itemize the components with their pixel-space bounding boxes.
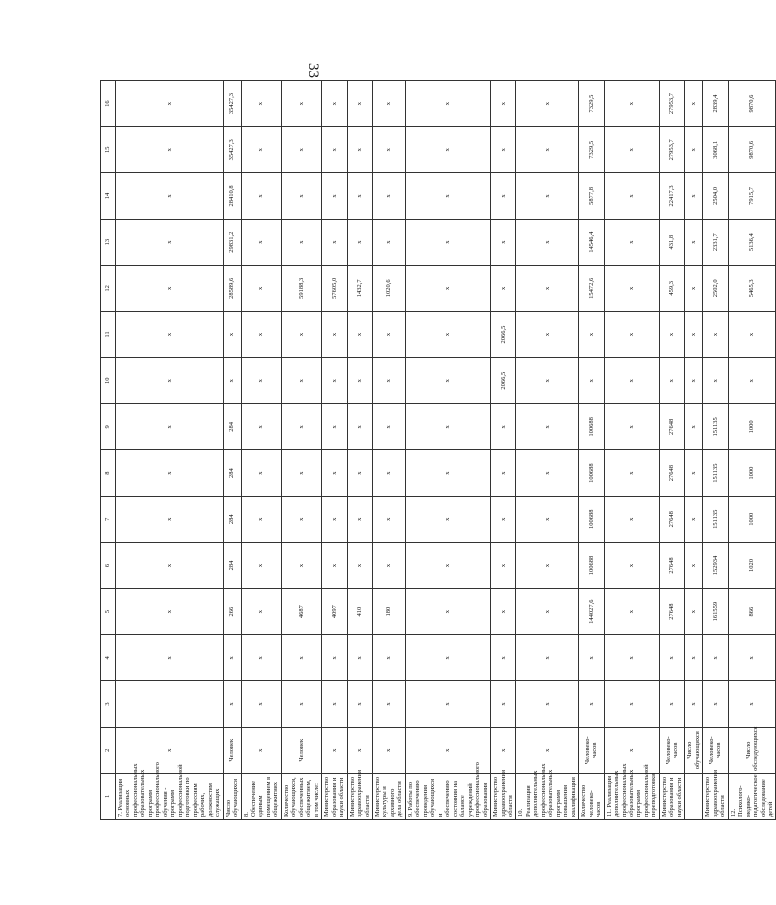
table-cell: х: [604, 311, 659, 357]
table-cell: х: [241, 589, 281, 635]
table-cell: х: [491, 542, 516, 588]
table-cell: х: [241, 404, 281, 450]
table-cell: 27953,7: [659, 127, 684, 173]
table-row: [516, 81, 579, 820]
row-label: 11. Реализация дополнительных профессиональных образовательных программ профессиональной переподготовки: [604, 773, 659, 819]
column-header: 7: [101, 496, 116, 542]
table-cell: 2839,4: [703, 81, 728, 127]
table-cell: х: [604, 450, 659, 496]
table-cell: х: [685, 496, 703, 542]
table-cell: х: [405, 265, 490, 311]
table-cell: х: [116, 450, 224, 496]
table-cell: 5136,4: [728, 219, 776, 265]
table-cell: х: [373, 219, 406, 265]
table-cell: х: [685, 542, 703, 588]
table-cell: х: [405, 311, 490, 357]
table-cell: х: [116, 219, 224, 265]
table-cell: х: [322, 81, 347, 127]
table-cell: х: [516, 589, 579, 635]
table-cell: х: [241, 681, 281, 727]
table-cell: х: [703, 358, 728, 404]
column-header: 4: [101, 635, 116, 681]
table-cell: х: [405, 358, 490, 404]
table-row: [604, 81, 659, 820]
table-cell: 27648: [659, 450, 684, 496]
table-cell: х: [604, 173, 659, 219]
table-cell: х: [659, 681, 684, 727]
table-cell: х: [491, 173, 516, 219]
row-label: 8. Обеспечение единым помещением в общежитиях: [241, 773, 281, 819]
table-cell: х: [322, 681, 347, 727]
table-cell: х: [116, 265, 224, 311]
table-cell: 35427,3: [223, 81, 241, 127]
table-cell: 100688: [579, 450, 604, 496]
table-cell: х: [491, 589, 516, 635]
column-header: 13: [101, 219, 116, 265]
row-label: Число обучающихся: [223, 773, 241, 819]
table-cell: х: [347, 496, 372, 542]
table-cell: х: [241, 358, 281, 404]
column-header: 3: [101, 681, 116, 727]
unit-cell: Человеко-часов: [659, 727, 684, 773]
table-cell: х: [516, 265, 579, 311]
table-cell: х: [685, 81, 703, 127]
table-cell: х: [659, 358, 684, 404]
unit-cell: х: [405, 727, 490, 773]
table-cell: х: [728, 311, 776, 357]
table-cell: 22417,3: [659, 173, 684, 219]
table-cell: х: [604, 358, 659, 404]
table-cell: 9870,6: [728, 127, 776, 173]
table-cell: х: [373, 173, 406, 219]
table-cell: 284: [223, 542, 241, 588]
unit-cell: Число обследующихся: [728, 727, 776, 773]
table-cell: 9870,6: [728, 81, 776, 127]
row-label: Министерство образования и науки области: [322, 773, 347, 819]
table-cell: х: [373, 542, 406, 588]
row-label: 9. Работы по обеспечению проведения обучающихся и обеспечению состояния на балансе учреждений профессионального образования: [405, 773, 490, 819]
table-cell: х: [604, 542, 659, 588]
table-cell: х: [685, 404, 703, 450]
table-cell: х: [728, 358, 776, 404]
table-cell: 27648: [659, 496, 684, 542]
table-cell: х: [516, 450, 579, 496]
column-header: 15: [101, 127, 116, 173]
table-cell: х: [685, 127, 703, 173]
table-cell: 28410,8: [223, 173, 241, 219]
table-cell: 27953,7: [659, 81, 684, 127]
table-cell: х: [322, 404, 347, 450]
table-cell: х: [116, 496, 224, 542]
table-cell: х: [405, 450, 490, 496]
table-row: [685, 81, 703, 820]
table-cell: х: [405, 496, 490, 542]
table-cell: х: [604, 635, 659, 681]
table-cell: 459,3: [659, 265, 684, 311]
table-cell: 100688: [579, 542, 604, 588]
table-cell: х: [659, 311, 684, 357]
table-cell: 4687: [281, 589, 321, 635]
table-cell: х: [373, 681, 406, 727]
table-cell: х: [281, 496, 321, 542]
table-cell: 27648: [659, 404, 684, 450]
row-label: Количество обучающихся, обеспеченных общежитием, в том числе:: [281, 773, 321, 819]
table-cell: х: [604, 404, 659, 450]
table-cell: х: [322, 542, 347, 588]
table-cell: х: [405, 219, 490, 265]
table-cell: х: [241, 173, 281, 219]
page-number: 33: [305, 63, 321, 78]
table-cell: 284: [223, 496, 241, 542]
table-cell: х: [116, 173, 224, 219]
table-cell: 2331,7: [703, 219, 728, 265]
table-cell: х: [322, 496, 347, 542]
table-cell: х: [685, 681, 703, 727]
table-cell: 144027,6: [579, 589, 604, 635]
table-cell: х: [491, 450, 516, 496]
table-cell: х: [405, 681, 490, 727]
table-cell: 100688: [579, 404, 604, 450]
table-cell: х: [373, 81, 406, 127]
table-cell: 410: [347, 589, 372, 635]
table-cell: 27648: [659, 542, 684, 588]
row-label: Количество человеко-часов: [579, 773, 604, 819]
table-cell: 57605,0: [322, 265, 347, 311]
table-cell: х: [241, 450, 281, 496]
table-cell: 180: [373, 589, 406, 635]
table-cell: 1000: [728, 404, 776, 450]
table-row: [241, 81, 281, 820]
table-cell: 7329,5: [579, 127, 604, 173]
table-cell: х: [322, 311, 347, 357]
table-cell: х: [322, 450, 347, 496]
unit-cell: х: [373, 727, 406, 773]
unit-cell: Человеко-часов: [579, 727, 604, 773]
table-row: [703, 81, 728, 820]
table-cell: 7329,5: [579, 81, 604, 127]
table-cell: х: [728, 635, 776, 681]
table-cell: 1020: [728, 542, 776, 588]
table-cell: х: [223, 635, 241, 681]
unit-cell: Человеко-часов: [703, 727, 728, 773]
table-cell: х: [659, 635, 684, 681]
table-cell: х: [405, 173, 490, 219]
table-cell: х: [728, 681, 776, 727]
table-cell: х: [491, 265, 516, 311]
table-row: [491, 81, 516, 820]
table-cell: х: [604, 589, 659, 635]
table-cell: х: [703, 681, 728, 727]
table-cell: х: [241, 311, 281, 357]
table-cell: х: [373, 127, 406, 173]
table-cell: 1000: [728, 496, 776, 542]
table-cell: 29831,2: [223, 219, 241, 265]
table-cell: х: [405, 635, 490, 681]
unit-cell: Человек: [281, 727, 321, 773]
table-cell: х: [281, 542, 321, 588]
table-cell: 14546,4: [579, 219, 604, 265]
table-cell: х: [241, 265, 281, 311]
table-cell: 1000: [728, 450, 776, 496]
column-header: 10: [101, 358, 116, 404]
table-cell: х: [516, 358, 579, 404]
table-cell: х: [116, 81, 224, 127]
column-header: 12: [101, 265, 116, 311]
unit-cell: х: [322, 727, 347, 773]
table-cell: х: [347, 358, 372, 404]
table-cell: х: [322, 127, 347, 173]
table-cell: 2066,5: [491, 358, 516, 404]
table-cell: 284: [223, 450, 241, 496]
table-cell: х: [281, 635, 321, 681]
table-cell: х: [604, 681, 659, 727]
table-cell: х: [685, 265, 703, 311]
unit-cell: х: [241, 727, 281, 773]
table-cell: х: [322, 219, 347, 265]
table-cell: х: [516, 496, 579, 542]
unit-cell: Число обучающихся: [685, 727, 703, 773]
column-header: 16: [101, 81, 116, 127]
table-cell: х: [579, 311, 604, 357]
table-cell: 3068,1: [703, 127, 728, 173]
row-label: Министерство образования и науки области: [659, 773, 684, 819]
table-cell: х: [223, 311, 241, 357]
table-cell: х: [491, 681, 516, 727]
table-body: [116, 81, 776, 820]
table-cell: х: [516, 219, 579, 265]
table-cell: 35427,3: [223, 127, 241, 173]
table-cell: х: [604, 127, 659, 173]
table-cell: 1020,6: [373, 265, 406, 311]
table-cell: х: [516, 127, 579, 173]
table-cell: х: [373, 404, 406, 450]
row-label: 12. Психолого-медико-педагогическое обследование детей: [728, 773, 776, 819]
table-cell: х: [322, 635, 347, 681]
table-cell: х: [516, 635, 579, 681]
table-cell: х: [685, 311, 703, 357]
unit-cell: х: [116, 727, 224, 773]
table-cell: 2066,5: [491, 311, 516, 357]
table-cell: 4097: [322, 589, 347, 635]
table-row: [281, 81, 321, 820]
table-cell: 151135: [703, 450, 728, 496]
table-cell: х: [241, 635, 281, 681]
column-header: 5: [101, 589, 116, 635]
table-cell: х: [241, 496, 281, 542]
table-cell: 266: [223, 589, 241, 635]
unit-cell: х: [491, 727, 516, 773]
row-label: Министерство здравоохранения области: [347, 773, 372, 819]
table-cell: х: [579, 681, 604, 727]
table-row: [728, 81, 776, 820]
table-cell: 27648: [659, 589, 684, 635]
row-label: Министерство культуры и архивного дела области: [373, 773, 406, 819]
table-cell: х: [281, 311, 321, 357]
table-cell: х: [491, 127, 516, 173]
table-cell: х: [405, 404, 490, 450]
table-cell: х: [604, 265, 659, 311]
table-cell: 161559: [703, 589, 728, 635]
table-row: [659, 81, 684, 820]
table-cell: х: [347, 173, 372, 219]
table-cell: х: [281, 404, 321, 450]
table-cell: х: [116, 542, 224, 588]
table-cell: х: [347, 311, 372, 357]
table-cell: х: [281, 450, 321, 496]
unit-cell: х: [604, 727, 659, 773]
table-cell: х: [405, 589, 490, 635]
table-cell: х: [281, 219, 321, 265]
table-cell: х: [491, 81, 516, 127]
row-label: Министерство здравоохранения области: [491, 773, 516, 819]
data-table: [100, 80, 776, 820]
table-cell: х: [241, 127, 281, 173]
table-cell: х: [347, 542, 372, 588]
table-cell: х: [516, 542, 579, 588]
row-label: [685, 773, 703, 819]
table-cell: х: [516, 681, 579, 727]
table-row: [116, 81, 224, 820]
table-row: [405, 81, 490, 820]
table-header-row: [101, 81, 116, 820]
unit-cell: х: [347, 727, 372, 773]
unit-cell: х: [516, 727, 579, 773]
table-cell: х: [405, 81, 490, 127]
table-cell: х: [347, 450, 372, 496]
table-cell: х: [116, 635, 224, 681]
table-cell: х: [516, 173, 579, 219]
table-cell: х: [685, 219, 703, 265]
table-cell: 1432,7: [347, 265, 372, 311]
table-cell: х: [685, 450, 703, 496]
table-cell: х: [241, 542, 281, 588]
column-header: 1: [101, 773, 116, 819]
table-cell: х: [703, 311, 728, 357]
table-cell: х: [685, 589, 703, 635]
table-cell: х: [223, 358, 241, 404]
table-cell: х: [223, 681, 241, 727]
table-cell: х: [116, 589, 224, 635]
table-cell: х: [322, 358, 347, 404]
table-cell: х: [373, 311, 406, 357]
table-cell: х: [604, 496, 659, 542]
table-cell: [116, 681, 224, 727]
row-label: Министерство здравоохранения области: [703, 773, 728, 819]
table-cell: х: [281, 81, 321, 127]
table-cell: 2504,0: [703, 173, 728, 219]
table-cell: х: [281, 681, 321, 727]
table-cell: х: [347, 219, 372, 265]
column-header: 14: [101, 173, 116, 219]
table-cell: х: [685, 635, 703, 681]
table-cell: х: [116, 311, 224, 357]
table-row: [322, 81, 347, 820]
table-cell: х: [347, 635, 372, 681]
data-table-rotated: [100, 80, 774, 820]
table-row: [347, 81, 372, 820]
table-cell: х: [604, 219, 659, 265]
table-cell: х: [491, 635, 516, 681]
table-cell: х: [281, 127, 321, 173]
table-cell: х: [116, 358, 224, 404]
table-cell: х: [116, 404, 224, 450]
table-cell: х: [579, 635, 604, 681]
table-cell: х: [516, 311, 579, 357]
table-cell: 28589,6: [223, 265, 241, 311]
table-cell: х: [685, 173, 703, 219]
table-cell: х: [373, 358, 406, 404]
row-label: 10. Реализация дополнительных профессиональных образовательных программ повышения квалификации: [516, 773, 579, 819]
table-cell: х: [347, 81, 372, 127]
table-cell: х: [373, 450, 406, 496]
table-cell: х: [491, 219, 516, 265]
column-header: 11: [101, 311, 116, 357]
table-row: [373, 81, 406, 820]
table-cell: х: [373, 635, 406, 681]
table-cell: х: [347, 127, 372, 173]
table-cell: х: [703, 635, 728, 681]
table-cell: 7915,7: [728, 173, 776, 219]
table-cell: 151135: [703, 496, 728, 542]
table-cell: х: [347, 404, 372, 450]
table-row: [223, 81, 241, 820]
column-header: 6: [101, 542, 116, 588]
table-cell: х: [491, 404, 516, 450]
column-header: 9: [101, 404, 116, 450]
table-cell: х: [116, 127, 224, 173]
column-header: 2: [101, 727, 116, 773]
table-cell: 866: [728, 589, 776, 635]
table-cell: 59188,3: [281, 265, 321, 311]
table-row: [579, 81, 604, 820]
table-cell: х: [281, 358, 321, 404]
table-cell: 431,8: [659, 219, 684, 265]
table-cell: 2502,0: [703, 265, 728, 311]
table-cell: 284: [223, 404, 241, 450]
table-cell: 5465,3: [728, 265, 776, 311]
table-cell: х: [604, 81, 659, 127]
table-cell: 151135: [703, 404, 728, 450]
table-cell: х: [281, 173, 321, 219]
table-cell: 152934: [703, 542, 728, 588]
table-cell: х: [241, 81, 281, 127]
table-cell: х: [579, 358, 604, 404]
table-cell: х: [491, 496, 516, 542]
column-header: 8: [101, 450, 116, 496]
row-label: 7. Реализация основных профессиональных образовательных программ профессионального обучения - программ профессиональной подготовки по профессиям рабочих, должностям служащих: [116, 773, 224, 819]
unit-cell: Человек: [223, 727, 241, 773]
table-cell: х: [405, 127, 490, 173]
table-cell: х: [405, 542, 490, 588]
table-cell: 100688: [579, 496, 604, 542]
table-cell: х: [373, 496, 406, 542]
table-cell: 15472,6: [579, 265, 604, 311]
table-cell: х: [347, 681, 372, 727]
table-cell: х: [241, 219, 281, 265]
table-cell: х: [516, 81, 579, 127]
table-cell: х: [685, 358, 703, 404]
table-cell: х: [516, 404, 579, 450]
table-cell: х: [322, 173, 347, 219]
table-cell: 5877,8: [579, 173, 604, 219]
